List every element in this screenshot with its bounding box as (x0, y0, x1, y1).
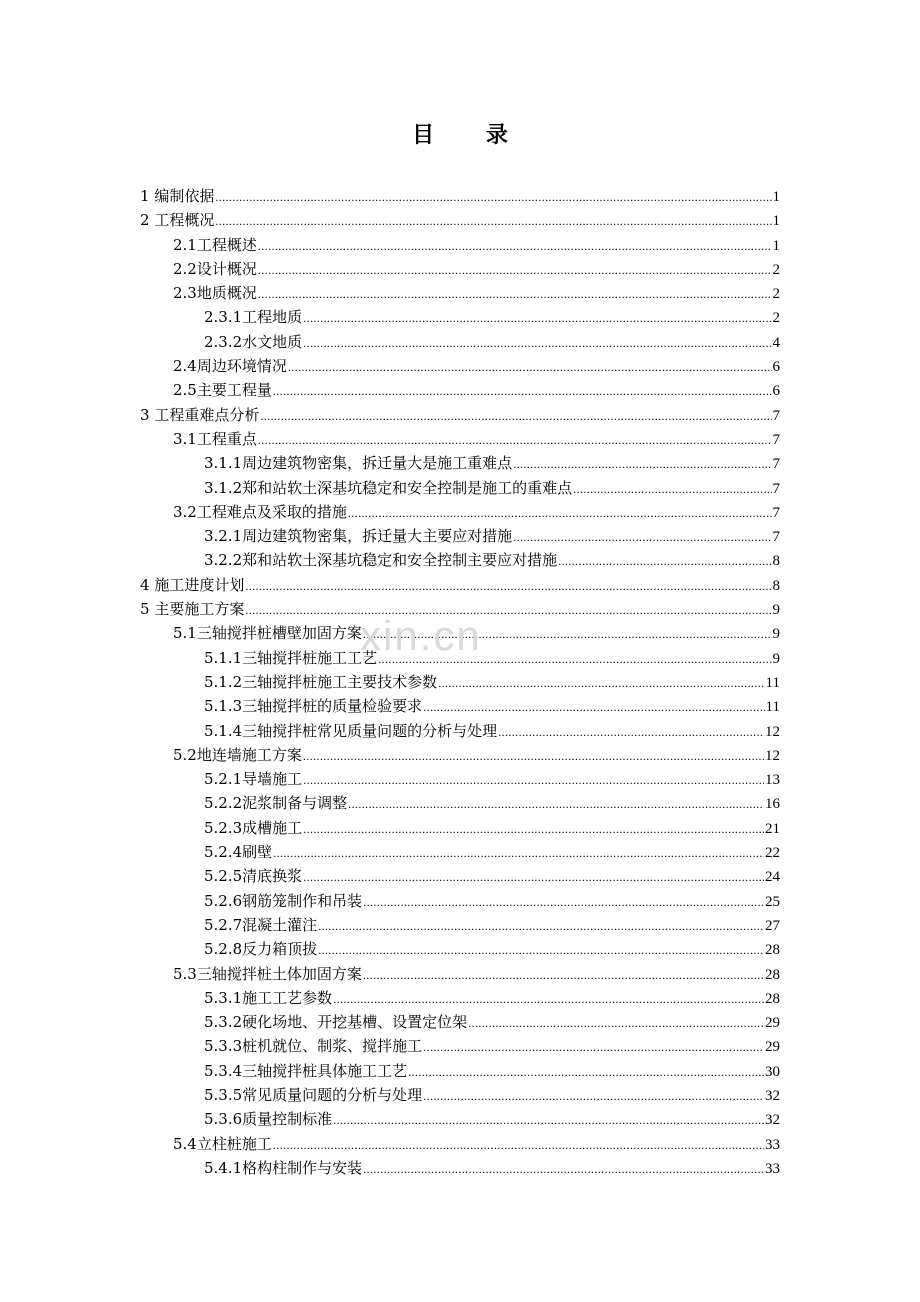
toc-entry-title: 钢筋笼制作和吊装 (242, 891, 363, 910)
toc-entry-page: 7 (772, 407, 780, 424)
toc-entry-number: 2.3.1 (204, 308, 243, 327)
toc-leader-dots (333, 1108, 764, 1132)
toc-leader-dots (303, 768, 764, 792)
toc-entry-title: 立柱桩施工 (196, 1134, 272, 1153)
toc-entry-page: 29 (765, 1039, 780, 1056)
toc-leader-dots (288, 355, 772, 379)
toc-entry-number: 5.1.4 (204, 721, 243, 740)
toc-entry[interactable] (0, 378, 920, 402)
table-of-contents (0, 184, 920, 1180)
toc-leader-dots (363, 890, 764, 914)
toc-entry-number: 5.3.4 (204, 1061, 243, 1080)
toc-entry-number: 2 (140, 211, 155, 230)
toc-entry-title: 三轴搅拌桩具体施工工艺 (242, 1061, 408, 1080)
toc-entry-number: 3.2 (173, 502, 197, 521)
toc-entry-number: 3 (140, 405, 155, 424)
toc-leader-dots (215, 209, 771, 233)
toc-entry-title: 郑和站软土深基坑稳定和安全控制是施工的重难点 (242, 478, 573, 497)
toc-leader-dots (378, 647, 771, 671)
toc-entry-page: 6 (772, 383, 780, 400)
toc-entry-title: 工程概况 (154, 211, 215, 230)
toc-entry-number: 3.2.1 (204, 527, 243, 546)
toc-entry[interactable] (0, 330, 920, 354)
toc-entry-number: 3.1.2 (204, 478, 243, 497)
toc-entry[interactable] (0, 451, 920, 475)
toc-entry-title: 主要施工方案 (154, 600, 245, 619)
toc-entry-title: 周边建筑物密集，拆迁量大主要应对措施 (242, 527, 513, 546)
toc-entry-number: 5.2.2 (204, 794, 243, 813)
toc-leader-dots (558, 549, 771, 573)
toc-entry-page: 28 (765, 966, 780, 983)
toc-entry[interactable] (0, 281, 920, 305)
toc-entry-page: 12 (765, 747, 780, 764)
watermark: xin.cn (360, 612, 482, 659)
toc-entry-title: 导墙施工 (242, 770, 303, 789)
toc-leader-dots (258, 258, 772, 282)
toc-entry-title: 三轴搅拌桩土体加固方案 (196, 964, 362, 983)
toc-entry-page: 28 (765, 990, 780, 1007)
toc-leader-dots (245, 598, 771, 622)
toc-leader-dots (260, 404, 771, 428)
toc-entry-number: 5.2.1 (204, 770, 243, 789)
toc-entry-title: 周边环境情况 (196, 357, 287, 376)
toc-leader-dots (348, 792, 764, 816)
toc-entry-number: 1 (140, 187, 155, 205)
toc-entry-title: 三轴搅拌桩槽壁加固方案 (196, 624, 362, 643)
toc-entry[interactable] (0, 233, 920, 257)
toc-entry-page: 4 (772, 334, 780, 351)
toc-entry-number: 5.4 (173, 1134, 197, 1153)
toc-entry[interactable] (0, 354, 920, 378)
toc-entry-number: 4 (140, 575, 155, 594)
toc-entry-title: 三轴搅拌桩常见质量问题的分析与处理 (242, 721, 498, 740)
toc-leader-dots (423, 1035, 764, 1059)
toc-leader-dots (333, 987, 764, 1011)
toc-entry-title: 工程重难点分析 (154, 405, 260, 424)
toc-entry-title: 地质概况 (196, 284, 257, 303)
toc-entry-page: 1 (772, 237, 780, 254)
toc-leader-dots (273, 841, 764, 865)
toc-leader-dots (215, 185, 771, 209)
toc-entry[interactable] (0, 1010, 920, 1034)
toc-entry[interactable] (0, 476, 920, 500)
toc-entry-page: 1 (772, 213, 780, 230)
toc-entry[interactable] (0, 913, 920, 937)
toc-entry[interactable] (0, 305, 920, 329)
toc-entry-title: 工程概述 (196, 235, 257, 254)
toc-leader-dots (245, 574, 771, 598)
toc-entry-number: 5.3.1 (204, 988, 243, 1007)
toc-entry-title: 地连墙施工方案 (196, 745, 302, 764)
toc-entry[interactable] (0, 986, 920, 1010)
toc-entry-number: 5.3.3 (204, 1037, 243, 1056)
toc-leader-dots (303, 744, 764, 768)
toc-leader-dots (408, 1060, 764, 1084)
toc-entry-number: 5.3 (173, 964, 197, 983)
toc-entry-title: 桩机就位、制浆、搅拌施工 (242, 1037, 423, 1056)
toc-leader-dots (363, 963, 764, 987)
toc-leader-dots (438, 671, 764, 695)
toc-leader-dots (363, 622, 772, 646)
toc-leader-dots (273, 1133, 764, 1157)
toc-entry-page: 2 (772, 310, 780, 327)
toc-entry-number: 5.2.7 (204, 915, 243, 934)
toc-entry[interactable] (0, 500, 920, 524)
toc-entry[interactable] (0, 791, 920, 815)
toc-leader-dots (303, 865, 764, 889)
toc-entry-page: 9 (772, 626, 780, 643)
toc-entry-page: 9 (772, 602, 780, 619)
toc-entry-page: 12 (765, 723, 780, 740)
toc-entry-title: 施工进度计划 (154, 575, 245, 594)
toc-entry-number: 5.2.3 (204, 818, 243, 837)
toc-entry[interactable] (0, 208, 920, 232)
toc-entry-page: 7 (772, 480, 780, 497)
toc-entry-number: 5.2.4 (204, 843, 243, 862)
toc-entry-page: 33 (765, 1160, 780, 1177)
toc-entry-page: 22 (765, 845, 780, 862)
toc-entry[interactable] (0, 427, 920, 451)
toc-leader-dots (423, 1084, 764, 1108)
toc-entry-title: 周边建筑物密集，拆迁量大是施工重难点 (242, 454, 513, 473)
toc-entry-title: 主要工程量 (196, 381, 272, 400)
toc-entry-page: 21 (765, 820, 780, 837)
toc-leader-dots (258, 234, 772, 258)
toc-entry[interactable] (0, 962, 920, 986)
toc-entry[interactable] (0, 719, 920, 743)
toc-entry-title: 清底换浆 (242, 867, 303, 886)
toc-entry[interactable] (0, 767, 920, 791)
toc-entry-page: 32 (765, 1087, 780, 1104)
toc-entry-page: 11 (765, 699, 780, 716)
toc-entry[interactable] (0, 184, 920, 208)
toc-entry-number: 3.1.1 (204, 454, 243, 473)
toc-leader-dots (498, 720, 764, 744)
toc-entry-title: 混凝土灌注 (242, 915, 318, 934)
toc-entry[interactable] (0, 573, 920, 597)
toc-entry-page: 33 (765, 1136, 780, 1153)
toc-leader-dots (348, 501, 772, 525)
toc-leader-dots (258, 428, 772, 452)
toc-entry-number: 5.2.5 (204, 867, 243, 886)
toc-entry-number: 5.2.8 (204, 940, 243, 959)
toc-entry-page: 7 (772, 456, 780, 473)
toc-entry[interactable] (0, 1132, 920, 1156)
toc-leader-dots (423, 695, 764, 719)
toc-entry-number: 5.1.1 (204, 648, 243, 667)
toc-leader-dots (573, 477, 771, 501)
toc-entry-title: 编制依据 (154, 187, 215, 205)
toc-leader-dots (303, 817, 764, 841)
toc-entry-page: 25 (765, 893, 780, 910)
toc-entry[interactable] (0, 937, 920, 961)
toc-entry[interactable] (0, 1156, 920, 1180)
toc-entry[interactable] (0, 1034, 920, 1058)
toc-entry[interactable] (0, 548, 920, 572)
toc-leader-dots (303, 306, 771, 330)
toc-entry-page: 30 (765, 1063, 780, 1080)
toc-entry-title: 刷壁 (242, 843, 273, 862)
toc-leader-dots (273, 379, 772, 403)
toc-entry[interactable] (0, 597, 920, 621)
toc-entry[interactable] (0, 889, 920, 913)
toc-entry-number: 3.2.2 (204, 551, 243, 570)
toc-entry-page: 8 (772, 553, 780, 570)
toc-entry[interactable] (0, 646, 920, 670)
toc-entry-title: 设计概况 (196, 259, 257, 278)
toc-entry-title: 常见质量问题的分析与处理 (242, 1085, 423, 1104)
toc-entry-number: 3.1 (173, 429, 197, 448)
toc-entry-number: 5.3.2 (204, 1013, 243, 1032)
toc-entry-page: 7 (772, 529, 780, 546)
toc-entry-page: 7 (772, 504, 780, 521)
toc-entry-page: 2 (772, 286, 780, 303)
toc-entry-title: 格构柱制作与安装 (242, 1158, 363, 1177)
toc-entry-title: 三轴搅拌桩的质量检验要求 (242, 697, 423, 716)
toc-entry-title: 硬化场地、开挖基槽、设置定位架 (242, 1013, 468, 1032)
toc-entry-title: 成槽施工 (242, 818, 303, 837)
toc-entry-number: 5.1.2 (204, 672, 243, 691)
toc-entry-page: 11 (765, 674, 780, 691)
toc-leader-dots (513, 452, 771, 476)
toc-entry-number: 5.3.6 (204, 1110, 243, 1129)
toc-entry-number: 5.2.6 (204, 891, 243, 910)
toc-leader-dots (513, 525, 771, 549)
toc-entry[interactable] (0, 621, 920, 645)
toc-leader-dots (468, 1011, 764, 1035)
page-title: 目 录 (412, 122, 530, 148)
toc-entry-number: 2.4 (173, 357, 197, 376)
toc-entry-page: 28 (765, 942, 780, 959)
toc-entry-page: 6 (772, 359, 780, 376)
toc-entry[interactable] (0, 524, 920, 548)
toc-entry-title: 质量控制标准 (242, 1110, 333, 1129)
toc-entry-page: 8 (772, 577, 780, 594)
toc-entry-title: 三轴搅拌桩施工工艺 (242, 648, 378, 667)
toc-entry-page: 16 (765, 796, 780, 813)
toc-entry-page: 27 (765, 917, 780, 934)
toc-entry-number: 5 (140, 600, 155, 619)
toc-entry-number: 2.3.2 (204, 332, 243, 351)
toc-entry-page: 29 (765, 1015, 780, 1032)
toc-entry-title: 三轴搅拌桩施工主要技术参数 (242, 672, 438, 691)
toc-entry[interactable] (0, 864, 920, 888)
toc-entry[interactable] (0, 743, 920, 767)
toc-entry-page: 24 (765, 869, 780, 886)
toc-leader-dots (303, 331, 771, 355)
toc-entry-number: 5.3.5 (204, 1085, 243, 1104)
toc-entry[interactable] (0, 1107, 920, 1131)
toc-entry[interactable] (0, 1083, 920, 1107)
toc-entry-title: 水文地质 (242, 332, 303, 351)
toc-entry-number: 5.4.1 (204, 1158, 243, 1177)
toc-entry-number: 2.3 (173, 284, 197, 303)
toc-entry-number: 5.1 (173, 624, 197, 643)
toc-entry-number: 5.2 (173, 745, 197, 764)
toc-entry-title: 反力箱顶拔 (242, 940, 318, 959)
toc-entry-title: 郑和站软土深基坑稳定和安全控制主要应对措施 (242, 551, 558, 570)
toc-leader-dots (318, 914, 764, 938)
toc-entry[interactable] (0, 257, 920, 281)
toc-entry[interactable] (0, 670, 920, 694)
toc-entry[interactable] (0, 403, 920, 427)
toc-entry[interactable] (0, 1059, 920, 1083)
toc-leader-dots (258, 282, 772, 306)
toc-entry-title: 施工工艺参数 (242, 988, 333, 1007)
toc-entry-number: 5.1.3 (204, 697, 243, 716)
toc-entry-number: 2.2 (173, 259, 197, 278)
toc-entry-page: 32 (765, 1112, 780, 1129)
toc-entry-number: 2.5 (173, 381, 197, 400)
toc-entry-page: 13 (765, 772, 780, 789)
toc-entry-title: 泥浆制备与调整 (242, 794, 348, 813)
toc-entry-page: 7 (772, 431, 780, 448)
toc-entry-page: 1 (772, 189, 780, 205)
toc-entry[interactable] (0, 694, 920, 718)
toc-entry[interactable] (0, 840, 920, 864)
toc-entry-title: 工程难点及采取的措施 (196, 502, 347, 521)
toc-entry-title: 工程重点 (196, 429, 257, 448)
toc-leader-dots (318, 938, 764, 962)
toc-entry-number: 2.1 (173, 235, 197, 254)
toc-entry-page: 2 (772, 261, 780, 278)
toc-entry-page: 9 (772, 650, 780, 667)
toc-entry-title: 工程地质 (242, 308, 303, 327)
toc-leader-dots (363, 1157, 764, 1181)
toc-entry[interactable] (0, 816, 920, 840)
